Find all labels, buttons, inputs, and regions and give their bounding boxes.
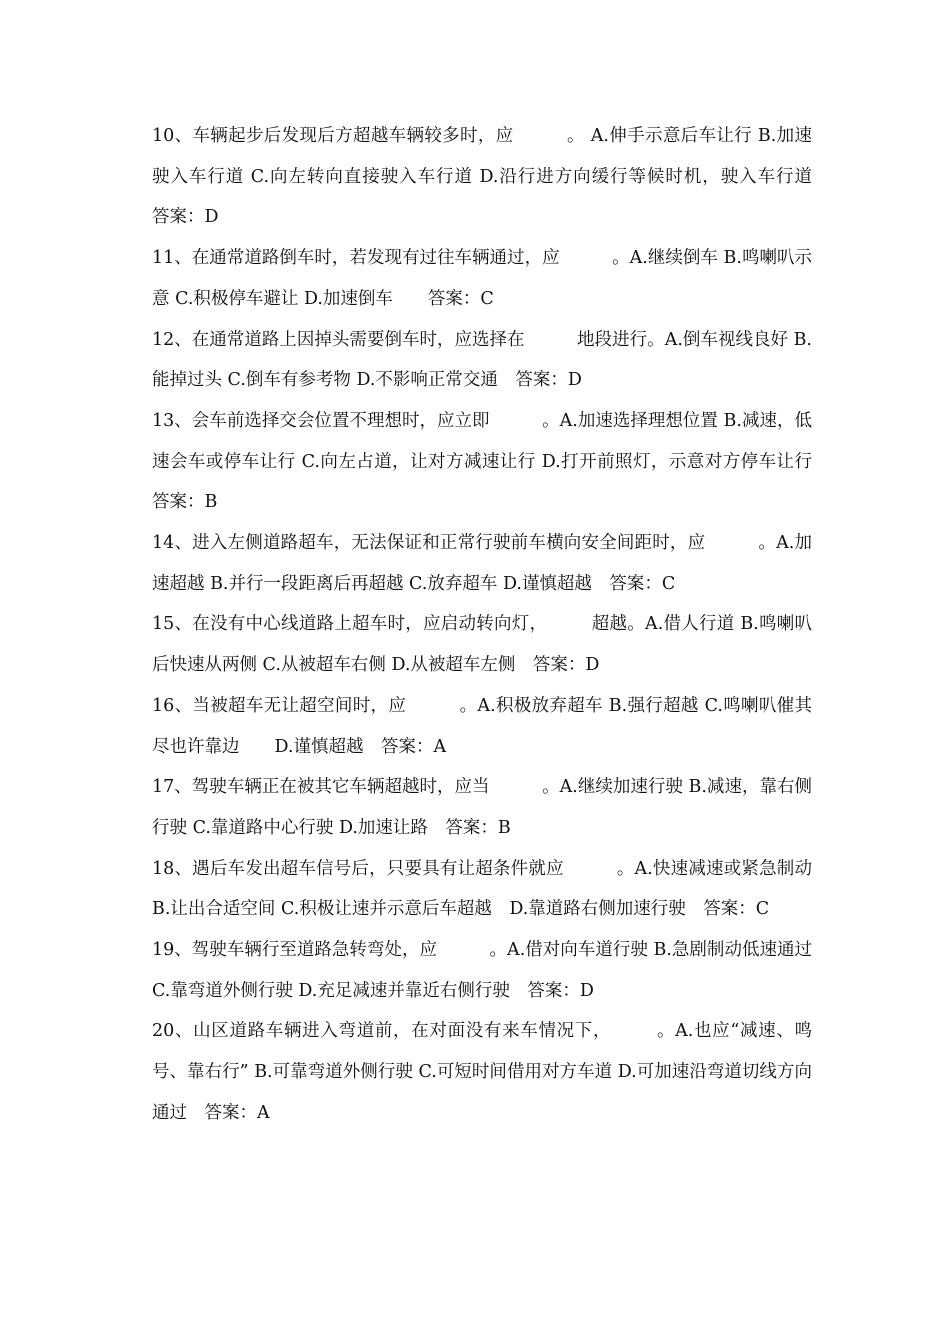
question-19: 19、驾驶车辆行至道路急转弯处，应 。A.借对向车道行驶 B.急剧制动低速通过 C.靠弯道外侧行驶 D.充足减速并靠近右侧行驶 答案：D — [152, 940, 818, 1001]
question-20: 20、山区道路车辆进入弯道前，在对面没有来车情况下， 。A.也应“减速、鸣号、靠右行” B.可靠弯道外侧行驶 C.可短时间借用对方车道 D.可加速沿弯道切线方向通过 答案：A — [152, 1021, 812, 1123]
question-12: 12、在通常道路上因掉头需要倒车时，应选择在 地段进行。A.倒车视线良好 B.能掉过头 C.倒车有参考物 D.不影响正常交通 答案：D — [152, 329, 812, 391]
question-17: 17、驾驶车辆正在被其它车辆超越时，应当 。A.继续加速行驶 B.减速，靠右侧行驶 C.靠道路中心行驶 D.加速让路 答案：B — [152, 777, 812, 838]
question-15: 15、在没有中心线道路上超车时，应启动转向灯， 超越。A.借人行道 B.鸣喇叭后快速从两侧 C.从被超车右侧 D.从被超车左侧 答案：D — [152, 614, 812, 676]
question-16: 16、当被超车无让超空间时，应 。A.积极放弃超车 B.强行超越 C.鸣喇叭催其尽也许靠边 D.谨慎超越 答案：A — [152, 695, 812, 757]
question-18: 18、遇后车发出超车信号后，只要具有让超条件就应 。A.快速减速或紧急制动 B.让出合适空间 C.积极让速并示意后车超越 D.靠道路右侧加速行驶 答案：C — [152, 858, 818, 920]
question-11: 11、在通常道路倒车时，若发现有过往车辆通过，应 。A.继续倒车 B.鸣喇叭示意 C.积极停车避让 D.加速倒车 答案：C — [152, 248, 812, 309]
document-body — [152, 116, 830, 1134]
question-10: 10、车辆起步后发现后方超越车辆较多时，应 。 A.伸手示意后车让行 B.加速驶入车行道 C.向左转向直接驶入车行道 D.沿行进方向缓行等候时机，驶入车行道 答案：D — [152, 126, 830, 228]
question-14: 14、进入左侧道路超车，无法保证和正常行驶前车横向安全间距时，应 。A.加速超越 B.并行一段距离后再超越 C.放弃超车 D.谨慎超越 答案：C — [152, 533, 812, 594]
question-13: 13、会车前选择交会位置不理想时，应立即 。A.加速选择理想位置 B.减速，低速会车或停车让行 C.向左占道，让对方减速让行 D.打开前照灯，示意对方停车让行 答案：B — [152, 410, 830, 513]
